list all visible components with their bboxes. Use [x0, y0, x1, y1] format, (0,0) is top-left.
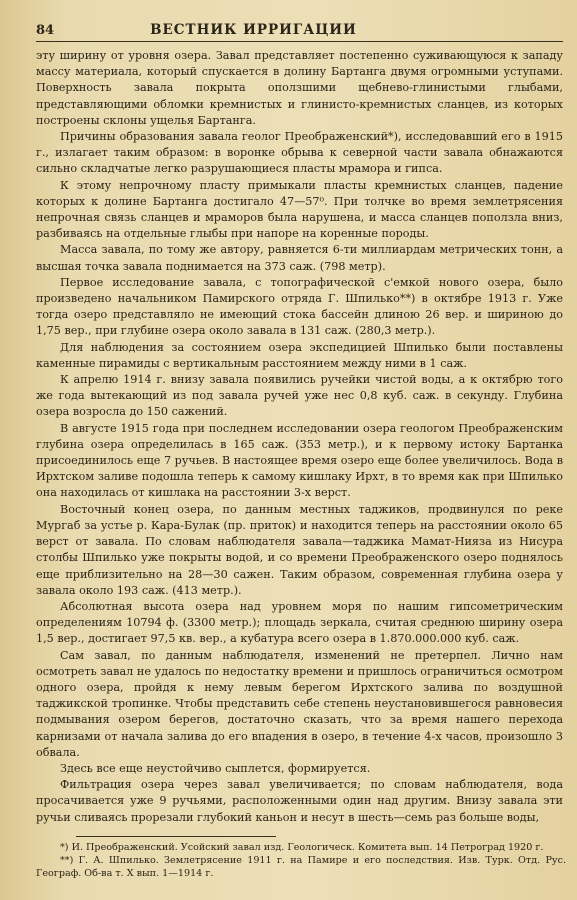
paragraph: Для наблюдения за состоянием озера экспедицией Шпилько были поставлены каменные пирамиды с вертикальным расстоянием между ними в 1 саж. — [36, 340, 563, 370]
paragraph: Фильтрация озера через завал увеличивается; по словам наблюдателя, вода просачивается уже 9 ручьями, расположенными один над другим. Внизу завала эти ручьи сливаясь прорезали глубокий каньон и несут в шесть—семь раз больше воды, — [36, 778, 563, 824]
paragraph: Масса завала, по тому же автору, равняется 6-ти миллиардам метрических тонн, а высшая точка завала поднимается на 373 саж. (798 метр). — [36, 243, 563, 273]
paragraph: Здесь все еще неустойчиво сыплется, формируется. — [60, 761, 371, 775]
paragraph: В августе 1915 года при последнем исследовании озера геологом Преображенским глубина озера определилась в 165 саж. (353 метр.), и к первому истоку Бартанка присоединилось еще 7 ручьев. В настоящее время озеро еще более увеличилось. Вода в Ирхтском заливе подошла теперь к самому кишлаку Ирхт, в то время как при Шпилько она находилась от кишлака на расстоянии 3-х верст. — [36, 421, 563, 500]
page-number: 84 — [36, 23, 55, 38]
footnote: *) И. Преображенский. Усойский завал изд. Геологическ. Комитета вып. 14 Петроград 1920 г. — [60, 841, 544, 853]
paragraph: Сам завал, по данным наблюдателя, изменений не претерпел. Лично нам осмотреть завал не удалось по недостатку времени и пришлось ограничиться осмотром одного озера, пройдя к нему левым берегом Ирхтского залива по воздушной таджикской тропинке. Чтобы представить себе степень неустановившегося равновесия подмывания озером берегов, достаточно сказать, что за время нашего перехода карнизами от начала залива до его впадения в озеро, в течение 4-х часов, произошло 3 обвала. — [36, 648, 563, 759]
paragraph: Первое исследование завала, с топографической с'емкой нового озера, было произведено начальником Памирского отряда Г. Шпилько**) в октябре 1913 г. Уже тогда озеро представляло не имеющий стока бассейн длиною 26 вер. и шириною до 1,75 вер., при глубине озера около завала в 131 саж. (280,3 метр.). — [36, 275, 563, 338]
footnote: **) Г. А. Шпилько. Землетрясение 1911 г. на Памире и его последствия. Изв. Турк. Отд. Рус. Географ. Об-ва т. Х вып. 1—1914 г. — [36, 854, 566, 879]
page-header — [36, 22, 563, 42]
journal-title: ВЕСТНИК ИРРИГАЦИИ — [150, 22, 357, 38]
paragraph: Причины образования завала геолог Преображенский*), исследовавший его в 1915 г., излагает таким образом: в воронке обрыва к северной части завала обнажаются сильно складчатые легко разрушающиеся пласты мрамора и гипса. — [36, 130, 563, 176]
paragraph: Абсолютная высота озера над уровнем моря по нашим гипсометрическим определениям 10794 ф. (3300 метр.); площадь зеркала, считая среднюю ширину озера 1,5 вер., достигает 97,5 кв. вер., а кубатура всего озера в 1.870.000.000 куб. саж. — [36, 599, 563, 646]
footnote-rule — [36, 836, 566, 880]
paragraph: Восточный конец озера, по данным местных таджиков, продвинулся по реке Мургаб за устье р. Кара-Булак (пр. приток) и находится теперь на расстоянии около 65 верст от завала. По словам наблюдателя завала—таджика Мамат-Нияза из Нисура столбы Шпилько уже покрыты водой, и со времени Преображенского озеро поднялось еще приблизительно на 28—30 сажен. Таким образом, современная глубина озера у завала около 193 саж. (413 метр.). — [36, 502, 563, 597]
paragraph: К апрелю 1914 г. внизу завала появились ручейки чистой воды, а к октябрю того же года вытекающий из под завала ручей уже нес 0,8 куб. саж. в секунду. Глубина озера возросла до 150 сажений. — [36, 373, 563, 419]
article-body — [36, 48, 563, 826]
footnotes — [36, 841, 566, 880]
paragraph: К этому непрочному пласту примыкали пласты кремнистых сланцев, падение которых к долине Бартанга достигало 47—57⁰. При толчке во время землетрясения непрочная связь сланцев и мраморов была нарушена, и масса сланцев поползла вниз, разбиваясь на отдельные глыбы при напоре на коренные породы. — [36, 178, 563, 241]
paragraph: эту ширину от уровня озера. Завал представляет постепенно суживающуюся к западу массу материала, который спускается в долину Бартанга двумя огромными уступами. Поверхность завала покрыта оползшими щебнево-глинистыми глыбами, представляющими обломки кремнистых и глинисто-кремнистых сланцев, из которых построены склоны ущелья Бартанга. — [36, 49, 563, 127]
